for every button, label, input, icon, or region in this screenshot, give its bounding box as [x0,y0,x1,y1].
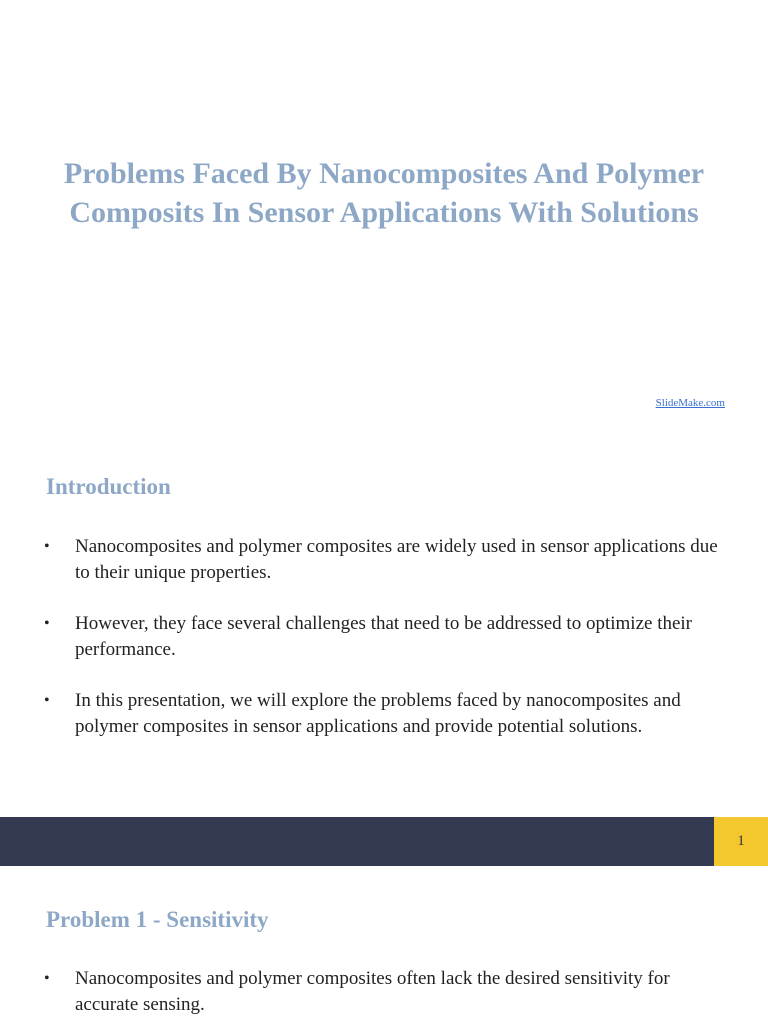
presentation-title: Problems Faced By Nanocomposites And Polymer Composits In Sensor Applications With Solutions [63,157,705,229]
problem-1-heading: Problem 1 - Sensitivity [46,907,269,932]
problem-1-bullet-list [40,966,730,1018]
bullet-text: Nanocomposites and polymer composites often lack the desired sensitivity for accurate sensing. [75,968,670,1015]
bullet-text: In this presentation, we will explore the problems faced by nanocomposites and polymer composites in sensor applications and provide potential solutions. [75,690,681,737]
title-slide [0,0,768,440]
introduction-heading: Introduction [46,474,171,499]
introduction-bullet-list [40,534,730,740]
bullet-item [40,966,730,1018]
bullet-icon: • [44,970,50,987]
bullet-icon: • [44,538,50,555]
bullet-text: However, they face several challenges that need to be addressed to optimize their performance. [75,613,693,660]
bullet-item [40,611,730,663]
slidemake-link[interactable]: SlideMake.com [655,397,725,409]
page-number: 1 [737,833,745,849]
slide-footer-bar [0,817,714,866]
bullet-text: Nanocomposites and polymer composites are widely used in sensor applications due to their unique properties. [75,536,718,583]
bullet-icon: • [44,692,50,709]
bullet-icon: • [44,615,50,632]
bullet-item [40,534,730,586]
page-number-badge [714,817,768,866]
bullet-item [40,688,730,740]
